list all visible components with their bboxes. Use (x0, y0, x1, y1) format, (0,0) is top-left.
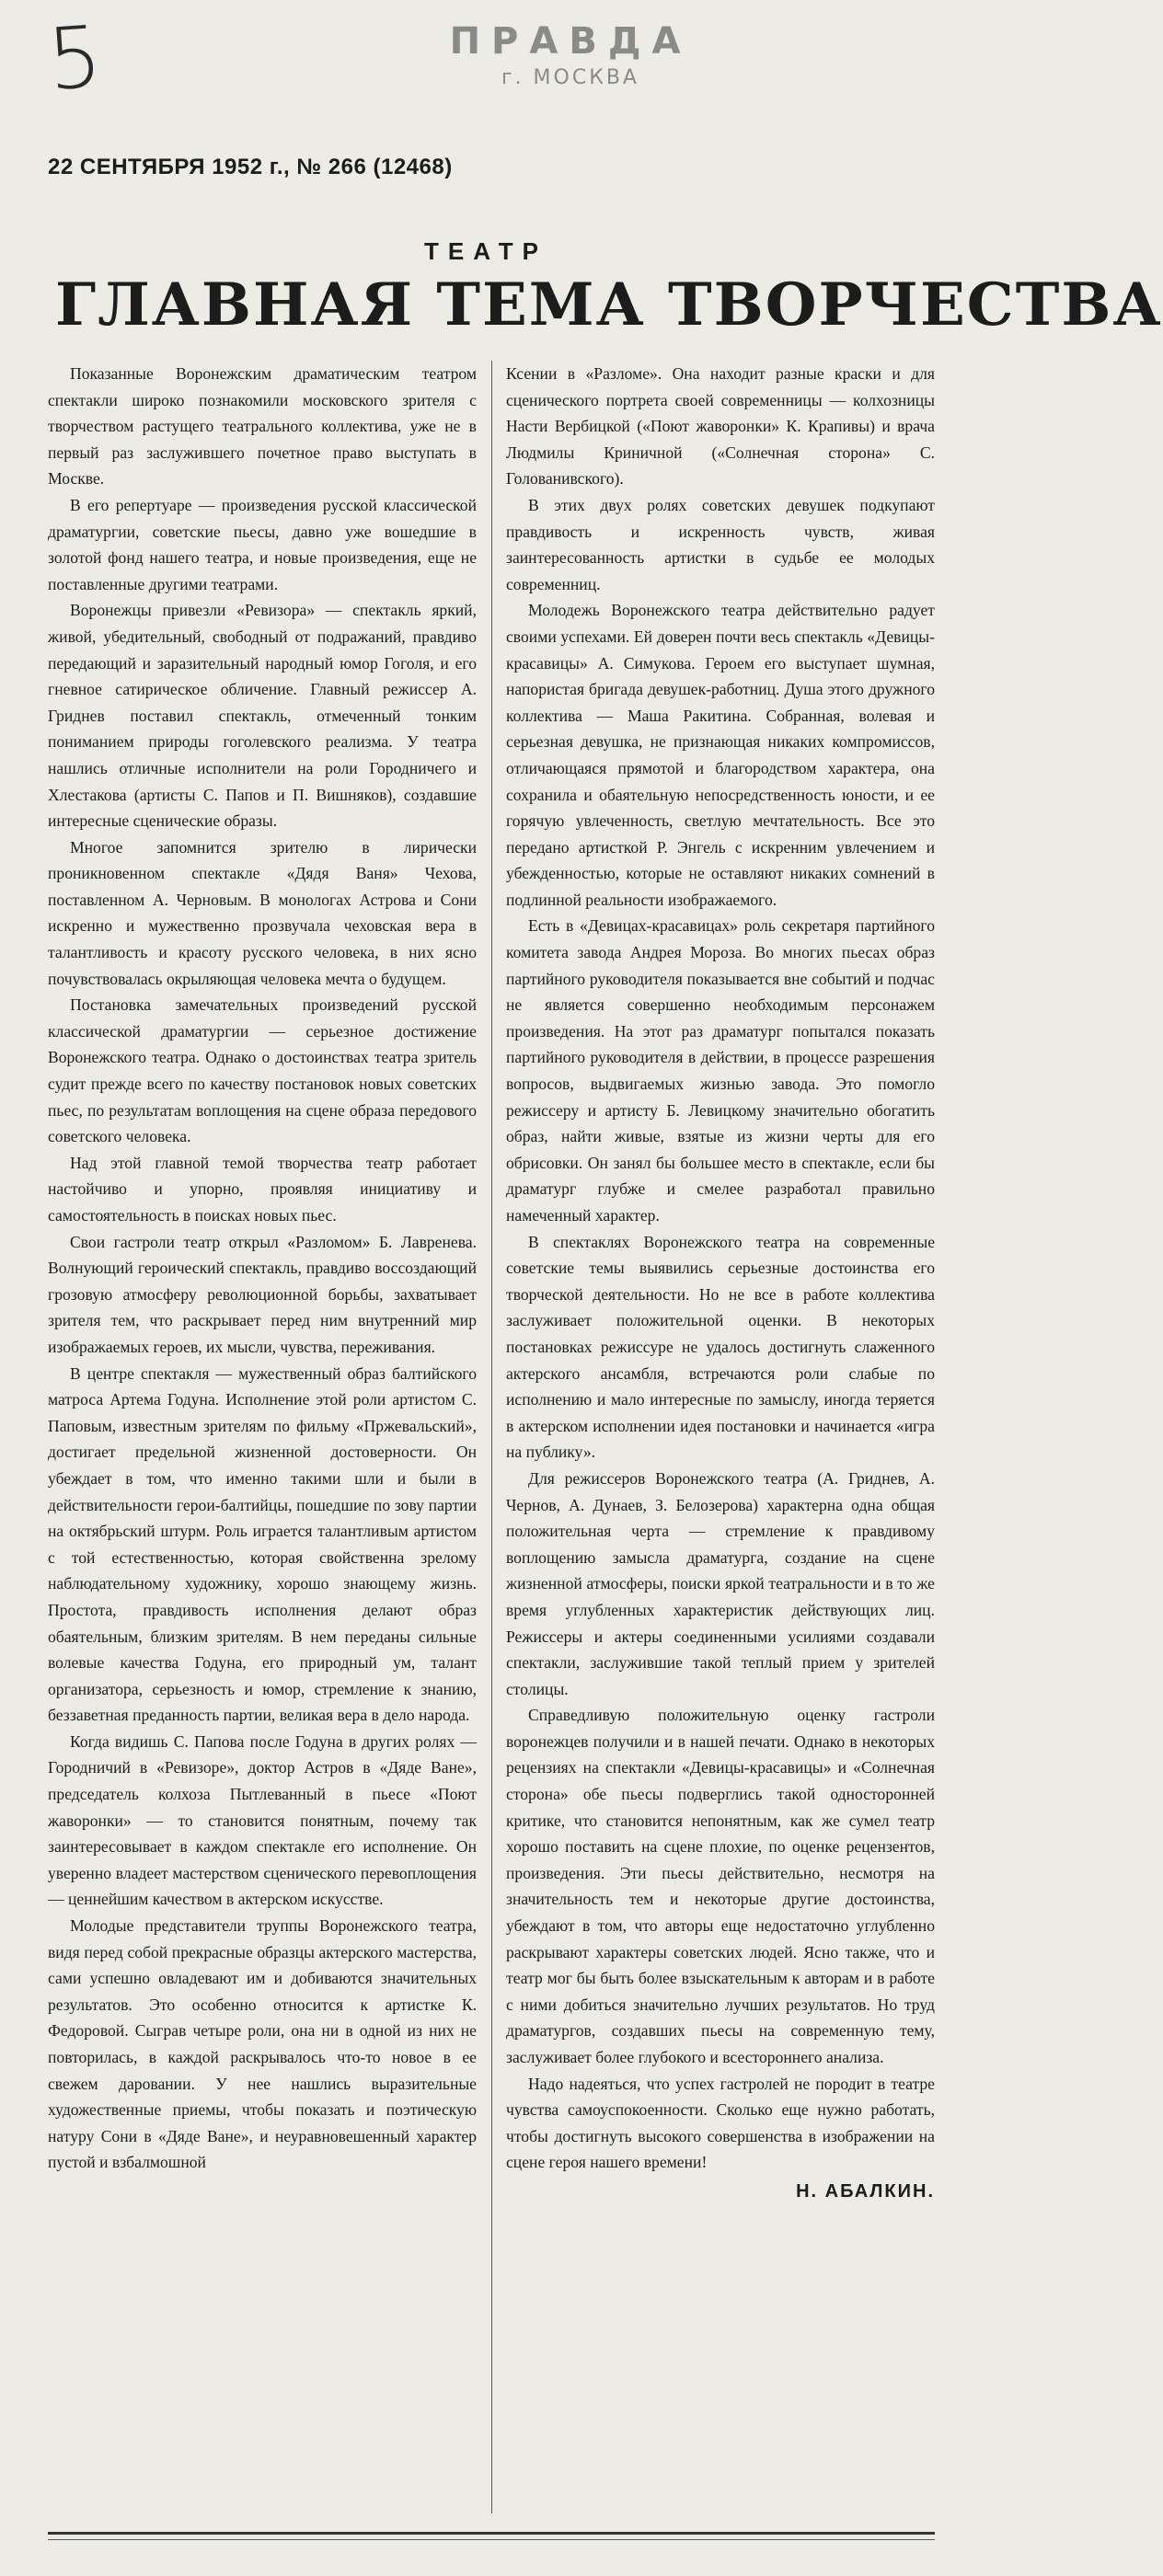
right-column (506, 361, 935, 2513)
stamp-title: ПРАВДА (449, 20, 692, 63)
article-paragraph: Над этой главной темой творчества театр работает настойчиво и упорно, проявляя инициативу и самостоятельность в поисках новых пьес. (48, 1153, 477, 1225)
article-paragraph: Свои гастроли театр открыл «Разломом» Б. Лавренева. Волнующий героический спектакль, правдиво воссоздающий грозовую атмосферу революционной борьбы, захватывает зрителя тем, что раскрывает перед ним внутренний мир изображаемых героев, их мысли, чувства, переживания. (48, 1232, 477, 1356)
article-paragraph: Воронежцы привезли «Ревизора» — спектакль яркий, живой, убедительный, свободный от подражаний, правдиво передающий и заразительный народный юмор Гоголя, и его гневное сатирическое обличение. Главный режиссер А. Гриднев поставил спектакль, отмеченный тонким пониманием природы гоголевского реализма. У театра нашлись отличные исполнители на роли Городничего и Хлестакова (артисты С. Папов и П. Вишняков), создавшие интересные сценические образы. (48, 601, 477, 831)
bottom-rule-thin (48, 2539, 935, 2540)
left-column (48, 361, 477, 2513)
article-headline: ГЛАВНАЯ ТЕМА ТВОРЧЕСТВА (55, 270, 1163, 339)
handwritten-page-number: 5 (44, 7, 106, 109)
column-divider (491, 361, 492, 2513)
article-paragraph: В этих двух ролях советских девушек подкупают правдивость и искренность чувств, живая заинтересованность артистки в судьбе ее молодых современниц. (506, 495, 935, 593)
article-paragraph: В его репертуаре — произведения русской классической драматургии, советские пьесы, давно уже вошедшие в золотой фонд нашего театра, и новые произведения, еще не поставленные другими театрами. (48, 495, 477, 593)
bottom-rule (48, 2532, 935, 2535)
article-paragraph: Показанные Воронежским драматическим театром спектакли широко познакомили московского зрителя с творчеством растущего театрального коллектива, уже не в первый раз заслужившего почетное право выступать в Москве. (48, 364, 477, 489)
article-paragraph: Многое запомнится зрителю в лирически проникновенном спектакле «Дядя Ваня» Чехова, поставленном А. Черновым. В монологах Астрова и Сони искренно и мужественно прозвучала чеховская вера в талантливость и красоту русского человека, в них ясно почувствовалась окрыляющая человека мечта о будущем. (48, 837, 477, 988)
section-label: ТЕАТР (424, 237, 547, 265)
article-paragraph: Когда видишь С. Папова после Годуна в других ролях — Городничий в «Ревизоре», доктор Астров в «Дяде Ване», председатель колхоза Пытлеванный в пьесе «Поют жаворонки» — то становится понятным, почему так заинтересовывает в каждом спектакле его исполнение. Он уверенно владеет мастерством сценического перевоплощения — ценнейшим качеством в актерском искусстве. (48, 1731, 477, 1909)
article-paragraph: В спектаклях Воронежского театра на современные советские темы выявились серьезные достоинства его творческой деятельности. Но не все в работе коллектива заслуживает положительной оценки. В некоторых постановках режиссуре не удалось достигнуть слаженного актерского ансамбля, встречаются роли слабые по исполнению и мало интересные по замыслу, иногда теряется в актерском исполнении идея постановки и начинается «игра на публику». (506, 1232, 935, 1462)
article-paragraph: Молодые представители труппы Воронежского театра, видя перед собой прекрасные образцы актерского мастерства, сами успешно овладевают им и добиваются значительных результатов. Это особенно относится к артистке К. Федоровой. Сыграв четыре роли, она ни в одной из них не повторилась, в каждой раскрывалось что-то новое в ее свежем даровании. У нее нашлись выразительные художественные приемы, чтобы показать и поэтическую натуру Сони в «Дяде Ване», и неуравновешенный характер пустой и взбалмошной (48, 1916, 477, 2172)
issue-dateline: 22 СЕНТЯБРЯ 1952 г., № 266 (12468) (48, 155, 453, 179)
article-paragraph: Постановка замечательных произведений русской классической драматургии — серьезное достижение Воронежского театра. Однако о достоинствах театра зритель судит прежде всего по качеству постановок новых советских пьес, по результатам воплощения на сцене образа передового советского человека. (48, 995, 477, 1146)
article-paragraph: Есть в «Девицах-красавицах» роль секретаря партийного комитета завода Андрея Мороза. Во многих пьесах образ партийного руководителя показывается вне событий и подчас не является совершенно необходимым персонажем произведения. На этот раз драматург попытался показать партийного руководителя в действии, в процессе разрешения вопросов, выдвигаемых жизнью завода. Это помогло режиссеру и артисту Б. Левицкому значительно обогатить образ, найти живые, взятые из жизни черты для его обрисовки. Он занял бы большее место в спектакле, если бы драматург глубже и смелее разработал правильно намеченный характер. (506, 916, 935, 1225)
article-paragraph: Справедливую положительную оценку гастроли воронежцев получили и в нашей печати. Однако в некоторых рецензиях на спектакли «Девицы-красавицы» и «Солнечная сторона» обе пьесы подверглись такой односторонней критике, что становится непонятным, как же сумел театр хорошо поставить на сцене плохие, по оценке рецензентов, произведения. Эти пьесы действительно, несмотря на значительность тем и некоторые другие достоинства, убеждают в том, что авторы еще недостаточно углубленно раскрывают характеры советских людей. Ясно также, что и театр мог бы быть более взыскательным к авторам и в работе с ними добиться значительно лучших результатов. Но труд драматургов, создавших пьесы на современную тему, заслуживает более глубокого и всестороннего анализа. (506, 1706, 935, 2066)
article-paragraph: Молодежь Воронежского театра действительно радует своими успехами. Ей доверен почти весь спектакль «Девицы-красавицы» А. Симукова. Героем его выступает шумная, напористая бригада девушек-работниц. Душа этого дружного коллектива — Маша Ракитина. Собранная, волевая и серьезная девушка, не признающая никаких компромиссов, отличающаяся прямотой и благородством характера, она сохранила и обаятельную непосредственность юности, и ее горячую увлеченность, светлую мечтательность. Все это передано артисткой Р. Энгель с искренним увлечением и убежденностью, которые не оставляют никаких сомнений в подлинной реальности изображаемого. (506, 601, 935, 909)
library-stamp (432, 20, 708, 89)
stamp-city: г. МОСКВА (501, 66, 639, 89)
article-body (48, 361, 935, 2513)
article-paragraph: Ксении в «Разломе». Она находит разные краски и для сценического портрета своей современницы — колхозницы Насти Вербицкой («Поют жаворонки» К. Крапивы) и врача Людмилы Криничной («Солнечная сторона» С. Голованивского). (506, 364, 935, 489)
article-paragraph: Надо надеяться, что успех гастролей не породит в театре чувства самоуспокоенности. Сколько еще нужно работать, чтобы достигнуть высокого совершенства в изображении на сцене героя нашего времени! (506, 2074, 935, 2172)
article-paragraph: Для режиссеров Воронежского театра (А. Гриднев, А. Чернов, А. Дунаев, З. Белозерова) характерна одна общая положительная черта — стремление к правдивому воплощению замысла драматурга, создание на сцене жизненной атмосферы, поиски яркой театральности и в то же время углубленных характеристик действующих лиц. Режиссеры и актеры соединенными усилиями создавали спектакли, заслужившие такой теплый прием у зрителей столицы. (506, 1468, 935, 1698)
author-signature: Н. АБАЛКИН. (796, 2180, 935, 2202)
article-paragraph: В центре спектакля — мужественный образ балтийского матроса Артема Годуна. Исполнение этой роли артистом С. Паповым, известным зрителям по фильму «Пржевальский», достигает предельной жизненной достоверности. Он убеждает в том, что именно такими шли и были в действительности герои-балтийцы, пошедшие по зову партии на октябрьский штурм. Роль играется талантливым артистом с той естественностью, которая свойственна зрелому наблюдательному художнику, хорошо знающему жизнь. Простота, правдивость исполнения делают образ обаятельным, близким зрителям. В нем переданы сильные волевые качества Годуна, его природный ум, талант организатора, серьезность и юмор, стремление к знанию, беззаветная преданность партии, великая вера в дело народа. (48, 1363, 477, 1725)
